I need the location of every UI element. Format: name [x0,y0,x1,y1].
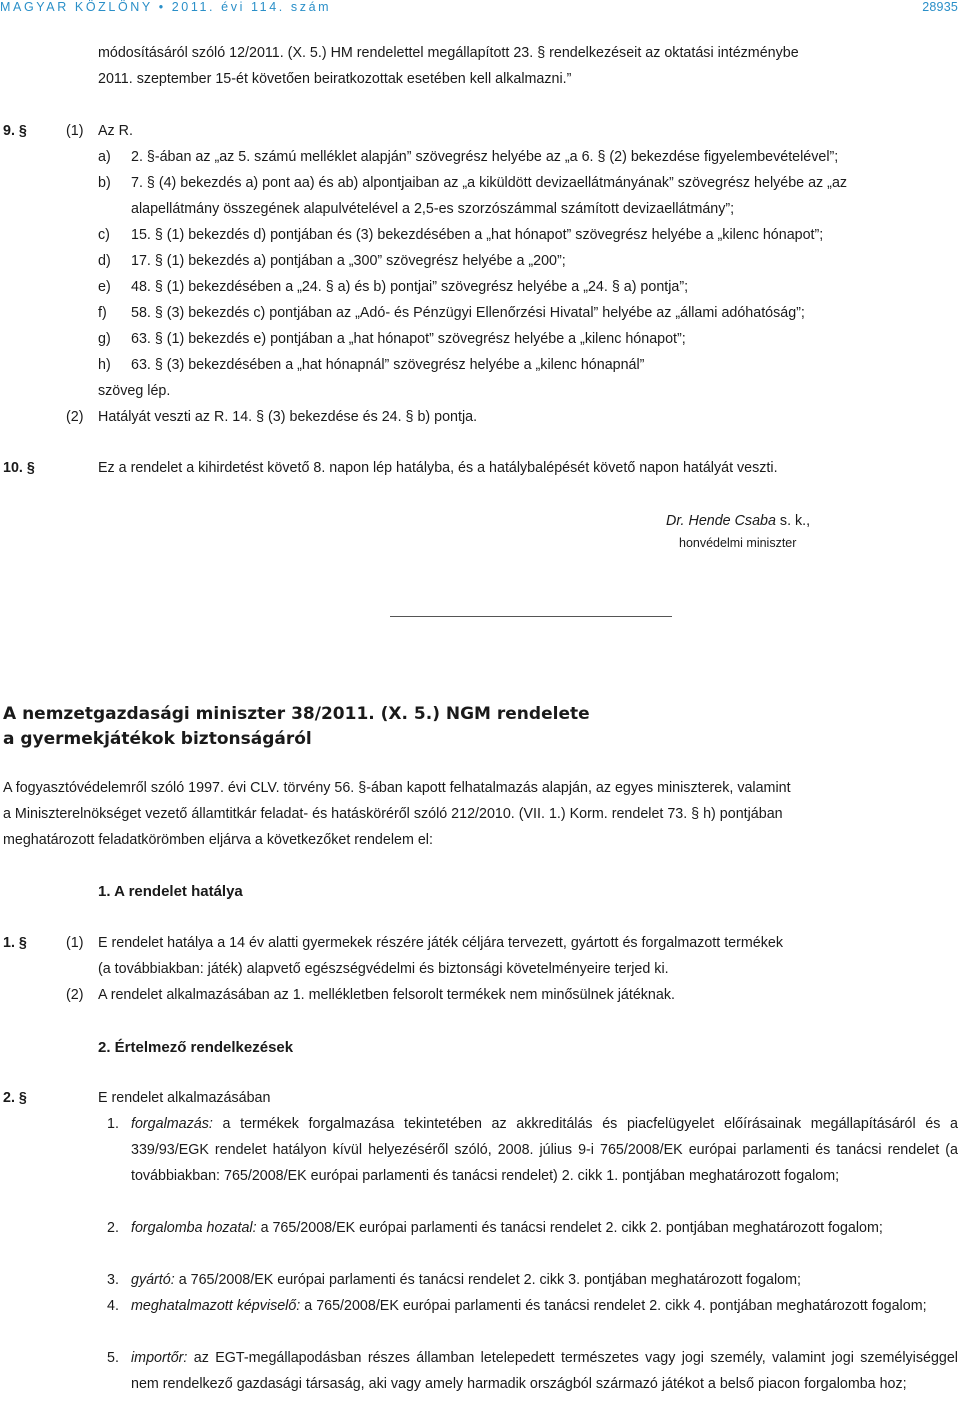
definition-term: forgalomba hozatal: [131,1220,257,1236]
definition-term: importőr: [131,1350,188,1366]
decree-title: A nemzetgazdasági miniszter 38/2011. (X. 5.) NGM rendelete [3,704,590,724]
page-header [0,0,960,14]
decree-subtitle: a gyermekjátékok biztonságáról [3,729,312,749]
definition [131,1345,958,1397]
item-text: 7. § (4) bekezdés a) pont aa) és ab) alpontjaiban az „a kiküldött devizaellátmányának” szövegrész helyébe az „az [131,175,848,191]
item-text: szöveg lép. [98,383,171,399]
item-label: h) [98,357,111,373]
page-number: 28935 [922,0,958,14]
paragraph-text: E rendelet hatálya a 14 év alatti gyermekek részére játék céljára tervezett, gyártott és forgalmazott termékek [98,935,783,951]
paragraph-text: Az R. [98,123,133,139]
definition-number: 2. [107,1220,119,1236]
definition-number: 3. [107,1272,119,1288]
item-label: f) [98,305,107,321]
item-label: c) [98,227,110,243]
section-number: 10. § [3,460,35,476]
separator-rule [390,616,672,617]
definition-term: gyártó: [131,1272,175,1288]
paragraph-number: (2) [66,409,84,425]
item-text: 58. § (3) bekezdés c) pontjában az „Adó- és Pénzügyi Ellenőrzési Hivatal” helyébe az „állami adóhatóság”; [131,305,805,321]
signatory-sk: s. k., [779,513,811,529]
definition-text: a 765/2008/EK európai parlamenti és tanácsi rendelet 2. cikk 4. pontjában meghatározott fogalom; [304,1298,927,1314]
paragraph-number: (1) [66,935,84,951]
definition-text: az EGT-megállapodásban részes államban letelepedett természetes vagy jogi személy, valamint jogi személyiséggel nem rendelkező gazdasági társaság, aki vagy amely harmadik országból származó játékot a belső piacon forgalomba hoz; [131,1350,958,1392]
item-text: 63. § (1) bekezdés e) pontjában a „hat hónapot” szövegrész helyébe a „kilenc hónapot”; [131,331,686,347]
continuation-line: módosításáról szóló 12/2011. (X. 5.) HM rendelettel megállapított 23. § rendelkezéseit az oktatási intézménybe [98,45,799,61]
signatory-name: Dr. Hende Csaba [666,513,776,529]
item-text: alapellátmány összegének alapulvételével a 2,5-es szorzószámmal számított devizaellátmány”; [131,201,735,217]
preamble-line: A fogyasztóvédelemről szóló 1997. évi CLV. törvény 56. §-ában kapott felhatalmazás alapján, az egyes miniszterek, valamint [3,780,791,796]
definition [131,1293,958,1319]
definition-number: 4. [107,1298,119,1314]
definition-term: forgalmazás: [131,1116,213,1132]
journal-title: MAGYAR KÖZLÖNY • 2011. évi 114. szám [0,0,332,14]
item-label: a) [98,149,111,165]
definition-term: meghatalmazott képviselő: [131,1298,301,1314]
paragraph-text: E rendelet alkalmazásában [98,1090,271,1106]
signatory-role: honvédelmi miniszter [679,536,797,550]
definition [131,1111,958,1189]
definition-text: a 765/2008/EK európai parlamenti és tanácsi rendelet 2. cikk 2. pontjában meghatározott fogalom; [260,1220,883,1236]
preamble-line: meghatározott feladatkörömben eljárva a következőket rendelem el: [3,832,433,848]
item-text: 17. § (1) bekezdés a) pontjában a „300” szövegrész helyébe a „200”; [131,253,566,269]
item-text: 2. §-ában az „az 5. számú melléklet alapján” szövegrész helyébe az „a 6. § (2) bekezdése figyelembevételével”; [131,149,839,165]
paragraph-text: (a továbbiakban: játék) alapvető egészségvédelmi és biztonsági követelményeire terjed ki. [98,961,669,977]
section-number: 9. § [3,123,27,139]
definition-text: a termékek forgalmazása tekintetében az akkreditálás és piacfelügyelet előírásainak megállapításáról és a 339/93/EGK rendelet hatályon kívül helyezéséről szóló, 2008. július 9-i 765/2008/EK európai parlamenti és tanácsi rendelet (a továbbiakban: 765/2008/EK európai parlamenti és tanácsi rendelet) 2. cikk 1. pontjában meghatározott fogalom; [131,1116,958,1184]
chapter-heading: 2. Értelmező rendelkezések [98,1039,294,1056]
continuation-line: 2011. szeptember 15-ét követően beiratkozottak esetében kell alkalmazni.” [98,71,572,87]
paragraph-number: (2) [66,987,84,1003]
definition-text: a 765/2008/EK európai parlamenti és tanácsi rendelet 2. cikk 3. pontjában meghatározott fogalom; [178,1272,802,1288]
paragraph-text: Hatályát veszti az R. 14. § (3) bekezdése és 24. § b) pontja. [98,409,478,425]
paragraph-number: (1) [66,123,84,139]
paragraph-text: Ez a rendelet a kihirdetést követő 8. napon lép hatályba, és a hatálybalépését követő napon hatályát veszti. [98,460,778,476]
item-text: 15. § (1) bekezdés d) pontjában és (3) bekezdésében a „hat hónapot” szövegrész helyébe a „kilenc hónapot”; [131,227,824,243]
definition [131,1215,958,1241]
item-label: e) [98,279,111,295]
chapter-heading: 1. A rendelet hatálya [98,883,243,900]
item-label: b) [98,175,111,191]
item-label: d) [98,253,111,269]
item-text: 63. § (3) bekezdésében a „hat hónapnál” szövegrész helyébe a „kilenc hónapnál” [131,357,645,373]
paragraph-text: A rendelet alkalmazásában az 1. mellékletben felsorolt termékek nem minősülnek játéknak. [98,987,675,1003]
definition-number: 1. [107,1116,119,1132]
definition [131,1267,958,1293]
section-number: 1. § [3,935,27,951]
section-number: 2. § [3,1090,27,1106]
item-text: 48. § (1) bekezdésében a „24. § a) és b) pontjai” szövegrész helyébe a „24. § a) pontja”; [131,279,689,295]
preamble-line: a Miniszterelnökséget vezető államtitkár feladat- és hatásköréről szóló 212/2010. (VII. 1.) Korm. rendelet 73. § h) pontjában [3,806,783,822]
definition-number: 5. [107,1350,119,1366]
item-label: g) [98,331,111,347]
